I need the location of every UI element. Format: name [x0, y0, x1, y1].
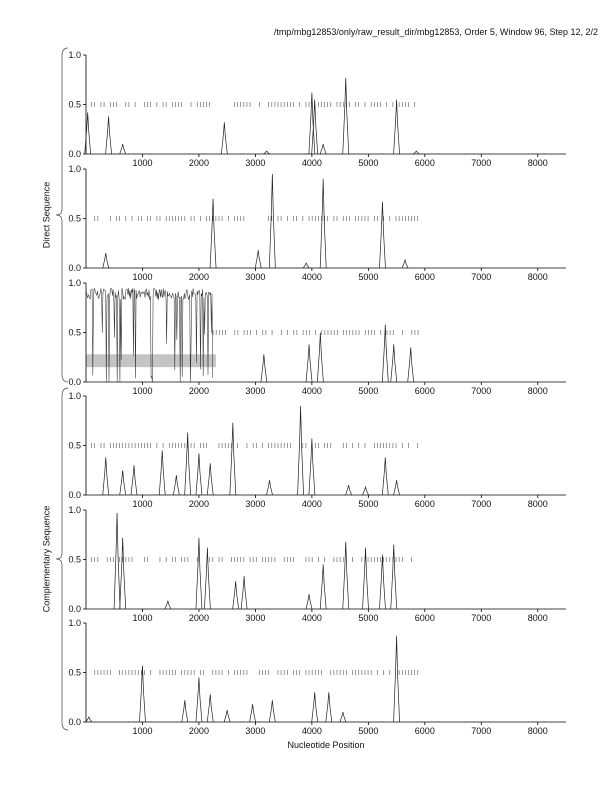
y-tick-label: 0.0 — [68, 717, 81, 727]
x-tick-label: 2000 — [188, 499, 209, 509]
signal-peak — [185, 433, 191, 495]
x-tick-label: 3000 — [245, 613, 266, 623]
signal-peak — [106, 116, 112, 154]
header-path: /tmp/mbg12853/only/raw_result_dir/mbg12853, Order 5, Window 96, Step 12, 2/2 — [273, 27, 598, 37]
signal-peak — [379, 555, 385, 609]
signal-peak — [394, 480, 400, 495]
signal-peak — [346, 485, 352, 495]
signal-peak — [394, 636, 400, 722]
signal-peak — [343, 542, 349, 609]
x-tick-label: 7000 — [471, 613, 492, 623]
x-tick-label: 2000 — [188, 726, 209, 736]
x-tick-label: 1000 — [132, 613, 153, 623]
y-tick-label: 0.5 — [68, 667, 81, 678]
signal-peak — [241, 576, 247, 609]
x-tick-label: 5000 — [358, 726, 379, 736]
y-tick-label: 1.0 — [68, 50, 81, 60]
signal-peak — [320, 179, 326, 268]
direct-sequence-brace — [56, 48, 68, 382]
x-tick-label: 3000 — [245, 272, 266, 282]
x-tick-label: 5000 — [358, 158, 379, 168]
x-tick-label: 4000 — [301, 726, 322, 736]
x-tick-label: 5000 — [358, 272, 379, 282]
x-tick-label: 7000 — [471, 386, 492, 396]
signal-peak — [159, 450, 165, 495]
signal-peak — [382, 325, 388, 382]
y-tick-label: 0.0 — [68, 263, 81, 273]
signal-peak — [233, 581, 239, 609]
signal-peak — [196, 453, 202, 495]
x-tick-label: 7000 — [471, 726, 492, 736]
signal-peak — [391, 344, 397, 382]
y-tick-label: 0.0 — [68, 490, 81, 500]
signal-peak — [306, 344, 312, 382]
x-tick-label: 6000 — [414, 272, 435, 282]
signal-peak — [196, 677, 202, 722]
direct-sequence-label: Direct Sequence — [40, 181, 51, 249]
y-tick-label: 0.0 — [68, 377, 81, 387]
signal-peak — [340, 712, 346, 722]
signal-peak — [326, 692, 332, 722]
x-tick-label: 8000 — [527, 613, 548, 623]
y-tick-label: 1.0 — [68, 391, 81, 401]
signal-peak — [224, 710, 230, 722]
x-tick-label: 2000 — [188, 613, 209, 623]
signal-peak — [267, 480, 273, 495]
signal-peak — [408, 347, 414, 382]
x-tick-label: 6000 — [414, 613, 435, 623]
signal-peak — [120, 144, 126, 154]
signal-peak — [210, 199, 216, 268]
y-tick-label: 0.0 — [68, 149, 81, 159]
signal-peak — [182, 700, 188, 722]
x-tick-label: 3000 — [245, 726, 266, 736]
signal-peak — [391, 545, 397, 609]
signal-peak — [363, 548, 369, 609]
x-tick-label: 3000 — [245, 158, 266, 168]
x-tick-label: 6000 — [414, 499, 435, 509]
x-tick-label: 1000 — [132, 158, 153, 168]
signal-peak — [103, 253, 109, 268]
signal-peak — [379, 202, 385, 268]
signal-peak — [317, 333, 323, 383]
x-tick-label: 6000 — [414, 726, 435, 736]
x-tick-label: 1000 — [132, 272, 153, 282]
signal-peak — [103, 457, 109, 495]
y-tick-label: 0.5 — [68, 554, 81, 565]
x-tick-label: 8000 — [527, 726, 548, 736]
signal-peak — [114, 513, 120, 609]
y-tick-label: 1.0 — [68, 505, 81, 515]
signal-peak — [131, 465, 137, 495]
signal-peak — [221, 122, 227, 154]
x-tick-label: 5000 — [358, 613, 379, 623]
x-tick-label: 7000 — [471, 272, 492, 282]
x-tick-label: 5000 — [358, 499, 379, 509]
x-tick-label: 8000 — [527, 386, 548, 396]
signal-peak — [255, 250, 261, 268]
signal-peak — [85, 112, 91, 154]
x-tick-label: 6000 — [414, 386, 435, 396]
x-axis-label: Nucleotide Position — [287, 740, 365, 750]
y-tick-label: 0.5 — [68, 99, 81, 110]
x-tick-label: 1000 — [132, 499, 153, 509]
x-tick-label: 2000 — [188, 158, 209, 168]
signal-peak — [413, 151, 419, 154]
y-tick-label: 0.0 — [68, 604, 81, 614]
signal-peak — [269, 700, 275, 722]
x-tick-label: 8000 — [527, 272, 548, 282]
x-tick-label: 1000 — [132, 726, 153, 736]
signal-peak — [165, 601, 171, 609]
signal-peak — [402, 260, 408, 268]
signal-peak — [320, 144, 326, 154]
x-tick-label: 4000 — [301, 272, 322, 282]
x-tick-label: 8000 — [527, 499, 548, 509]
signal-peak — [173, 475, 179, 495]
signal-peak — [382, 457, 388, 495]
signal-peak — [207, 694, 213, 722]
signal-peak — [363, 487, 369, 495]
signal-peak — [298, 406, 304, 495]
signal-peak — [120, 470, 126, 495]
x-tick-label: 7000 — [471, 499, 492, 509]
x-tick-label: 7000 — [471, 158, 492, 168]
signal-peak — [261, 354, 267, 382]
complementary-sequence-brace — [56, 388, 68, 730]
x-tick-label: 4000 — [301, 613, 322, 623]
signal-peak — [269, 174, 275, 268]
x-tick-label: 4000 — [301, 386, 322, 396]
signal-peak — [306, 594, 312, 609]
y-tick-label: 1.0 — [68, 618, 81, 628]
x-tick-label: 5000 — [358, 386, 379, 396]
x-tick-label: 6000 — [414, 158, 435, 168]
y-tick-label: 0.5 — [68, 213, 81, 224]
dense-signal — [86, 288, 213, 382]
x-tick-label: 2000 — [188, 386, 209, 396]
x-tick-label: 4000 — [301, 499, 322, 509]
signal-peak — [312, 692, 318, 722]
signal-peak — [264, 151, 270, 154]
signal-peak — [303, 263, 309, 268]
signal-peak — [120, 538, 126, 609]
signal-peak — [230, 423, 236, 495]
y-tick-label: 0.5 — [68, 327, 81, 338]
signal-peak — [207, 463, 213, 495]
x-tick-label: 2000 — [188, 272, 209, 282]
complementary-sequence-label: Complementary Sequence — [40, 505, 51, 613]
signal-peak — [250, 704, 256, 722]
signal-peak — [309, 439, 315, 495]
signal-peak — [320, 564, 326, 609]
x-tick-label: 1000 — [132, 386, 153, 396]
x-tick-label: 8000 — [527, 158, 548, 168]
x-tick-label: 3000 — [245, 499, 266, 509]
signal-peak — [196, 538, 202, 609]
signal-peak — [309, 93, 315, 154]
x-tick-label: 4000 — [301, 158, 322, 168]
signal-peak — [343, 78, 349, 154]
signal-peak — [204, 548, 210, 609]
signal-peak — [86, 717, 92, 722]
x-tick-label: 3000 — [245, 386, 266, 396]
signal-peak — [394, 100, 400, 154]
y-tick-label: 1.0 — [68, 164, 81, 174]
y-tick-label: 0.5 — [68, 440, 81, 451]
y-tick-label: 1.0 — [68, 278, 81, 288]
